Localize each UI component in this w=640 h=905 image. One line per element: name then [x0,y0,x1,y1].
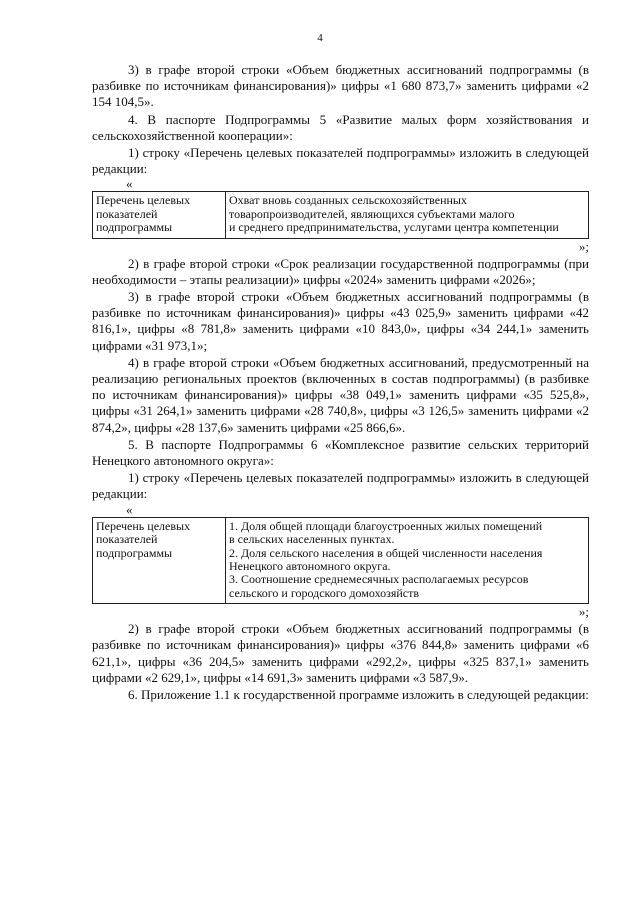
paragraph: 3) в графе второй строки «Объем бюджетных ассигнований подпрограммы (в разбивке по источникам финансирования)» цифры «1 680 873,7» заменить цифрами «2 154 104,5». [92,62,589,110]
table-line: 3. Соотношение среднемесячных располагаемых ресурсов [229,572,529,587]
quote-close: »; [578,604,589,620]
document-body [92,62,589,704]
paragraph: 1) строку «Перечень целевых показателей подпрограммы» изложить в следующей редакции: [92,470,589,502]
table-row [93,517,589,603]
page-number: 4 [317,32,323,44]
paragraph: 3) в графе второй строки «Объем бюджетных ассигнований подпрограммы (в разбивке по источникам финансирования)» цифры «43 025,9» заменить цифрами «42 816,1», цифры «8 781,8» заменить цифрами «10 843,0», цифры «34 244,1» заменить цифрами «31 973,1»; [92,289,589,353]
quote-open: « [126,176,133,192]
quote-close: »; [578,238,589,254]
table-line: Охват вновь созданных сельскохозяйственных [229,193,467,208]
table-value-cell [226,517,589,603]
table-line: сельского и городского домохозяйств [229,585,420,600]
table-line: 1. Доля общей площади благоустроенных жилых помещений [229,518,543,533]
paragraph: 4. В паспорте Подпрограммы 5 «Развитие малых форм хозяйствования и сельскохозяйственной кооперации»: [92,111,589,143]
indicators-table-2 [92,517,589,604]
paragraph: 4) в графе второй строки «Объем бюджетных ассигнований, предусмотренный на реализацию региональных проектов (включенных в состав подпрограммы) (в разбивке по источникам финансирования)» цифры «38 049,1» заменить цифрами «35 525,8», цифры «31 264,1» заменить цифрами «28 740,8», цифры «3 126,5» заменить цифрами «2 874,2», цифры «28 137,6» заменить цифрами «25 866,6». [92,354,589,435]
table-line: в сельских населенных пунктах. [229,532,395,547]
paragraph: 2) в графе второй строки «Срок реализации государственной подпрограммы (при необходимости – этапы реализации)» цифры «2024» заменить цифрами «2026»; [92,255,589,287]
paragraph: 6. Приложение 1.1 к государственной программе изложить в следующей редакции: [128,686,589,702]
table-line: товаропроизводителей, являющихся субъектами малого [229,206,515,221]
paragraph: 1) строку «Перечень целевых показателей подпрограммы» изложить в следующей редакции: [92,145,589,177]
table-label-cell: Перечень целевых показателей подпрограммы [93,192,226,238]
table-value-cell [226,192,589,238]
indicators-table-1 [92,191,589,238]
paragraph: 2) в графе второй строки «Объем бюджетных ассигнований подпрограммы (в разбивке по источникам финансирования)» цифры «376 844,8» заменить цифрами «6 621,1», цифры «36 204,5» заменить цифрами «292,2», цифры «325 837,1» заменить цифрами «2 629,1», цифры «14 691,3» заменить цифрами «3 587,9». [92,621,589,685]
table-line: 2. Доля сельского населения в общей численности населения [229,545,543,560]
table-line: Ненецкого автономного округа. [229,558,391,573]
table-row [93,192,589,238]
table-label-cell: Перечень целевых показателей подпрограммы [93,517,226,603]
paragraph: 5. В паспорте Подпрограммы 6 «Комплексное развитие сельских территорий Ненецкого автономного округа»: [92,436,589,469]
quote-open: « [126,501,133,517]
table-line: и среднего предпринимательства, услугами центра компетенции [229,220,559,235]
